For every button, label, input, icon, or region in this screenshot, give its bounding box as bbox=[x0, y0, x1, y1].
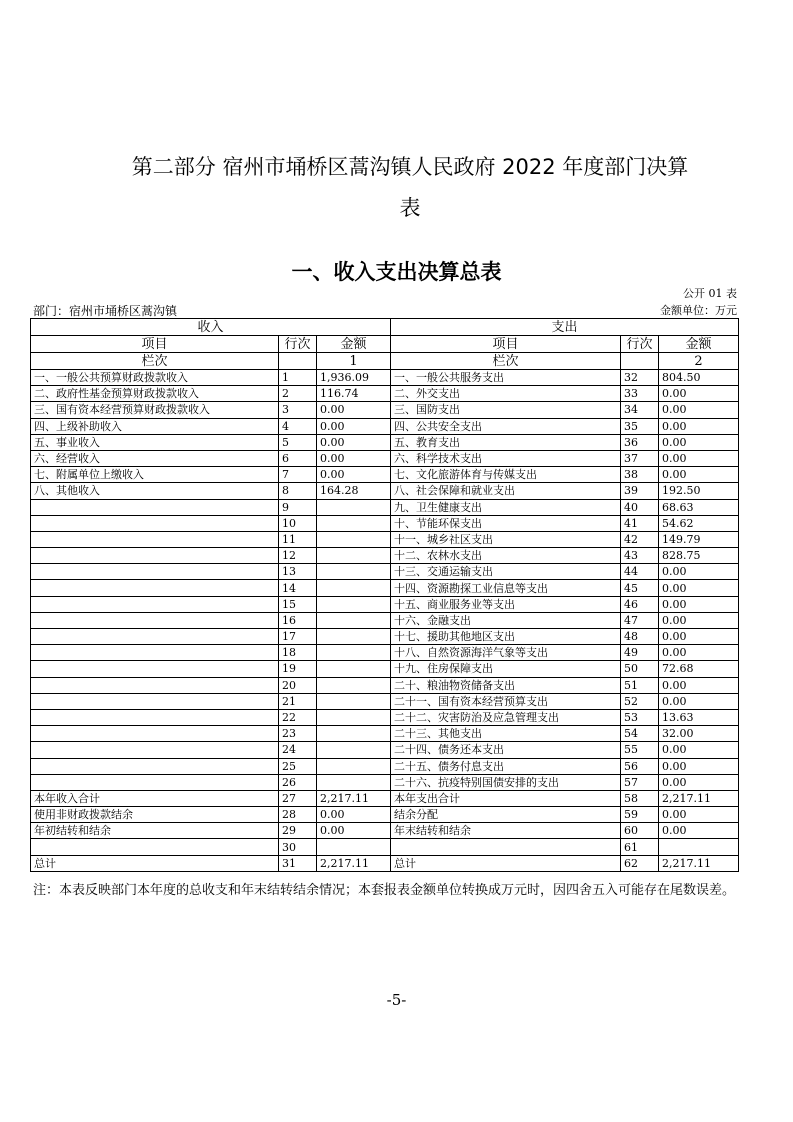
income-item-header: 项目 bbox=[31, 336, 279, 353]
expense-amount-cell: 804.50 bbox=[659, 370, 739, 386]
income-row-no-cell: 5 bbox=[279, 434, 317, 450]
income-row-no-cell: 24 bbox=[279, 742, 317, 758]
income-row-no-cell: 21 bbox=[279, 693, 317, 709]
income-amount-cell bbox=[317, 661, 391, 677]
expense-item-cell: 二十二、灾害防治及应急管理支出 bbox=[391, 709, 621, 725]
expense-row-no-header: 行次 bbox=[621, 336, 659, 353]
income-item-cell bbox=[31, 645, 279, 661]
income-item-cell bbox=[31, 531, 279, 547]
expense-row-no-cell: 59 bbox=[621, 807, 659, 823]
expense-item-cell: 八、社会保障和就业支出 bbox=[391, 483, 621, 499]
expense-row-no-cell: 60 bbox=[621, 823, 659, 839]
expense-item-cell: 六、科学技术支出 bbox=[391, 450, 621, 466]
income-item-cell: 八、其他收入 bbox=[31, 483, 279, 499]
income-item-cell: 三、国有资本经营预算财政拨款收入 bbox=[31, 402, 279, 418]
income-item-cell: 一、一般公共预算财政拨款收入 bbox=[31, 370, 279, 386]
table-row bbox=[31, 693, 739, 709]
income-amount-cell bbox=[317, 693, 391, 709]
income-amount-cell bbox=[317, 548, 391, 564]
expense-row-no-cell: 50 bbox=[621, 661, 659, 677]
table-row bbox=[31, 386, 739, 402]
table-row bbox=[31, 726, 739, 742]
expense-amount-cell: 0.00 bbox=[659, 402, 739, 418]
income-amount-cell: 0.00 bbox=[317, 450, 391, 466]
income-item-cell bbox=[31, 515, 279, 531]
expense-amount-cell: 192.50 bbox=[659, 483, 739, 499]
expense-item-cell: 二十四、债务还本支出 bbox=[391, 742, 621, 758]
income-item-cell: 年初结转和结余 bbox=[31, 823, 279, 839]
income-row-no-cell: 17 bbox=[279, 629, 317, 645]
income-item-cell bbox=[31, 742, 279, 758]
income-column-number: 1 bbox=[317, 353, 391, 370]
expense-row-no-cell: 47 bbox=[621, 612, 659, 628]
income-item-cell bbox=[31, 677, 279, 693]
expense-amount-cell: 0.00 bbox=[659, 612, 739, 628]
income-row-no-cell: 26 bbox=[279, 774, 317, 790]
income-row-no-cell: 4 bbox=[279, 418, 317, 434]
income-row-no-cell: 8 bbox=[279, 483, 317, 499]
expense-item-cell: 十、节能环保支出 bbox=[391, 515, 621, 531]
expense-item-cell: 二十三、其他支出 bbox=[391, 726, 621, 742]
income-row-no-cell: 12 bbox=[279, 548, 317, 564]
income-row-no-cell: 9 bbox=[279, 499, 317, 515]
expense-amount-cell: 72.68 bbox=[659, 661, 739, 677]
table-row bbox=[31, 580, 739, 596]
header-row-column-numbers bbox=[31, 353, 739, 370]
income-item-cell bbox=[31, 661, 279, 677]
table-row bbox=[31, 839, 739, 855]
expense-amount-cell: 828.75 bbox=[659, 548, 739, 564]
expense-amount-cell: 2,217.11 bbox=[659, 855, 739, 871]
expense-item-cell: 五、教育支出 bbox=[391, 434, 621, 450]
table-row bbox=[31, 418, 739, 434]
income-amount-cell: 0.00 bbox=[317, 418, 391, 434]
expense-row-no-cell: 58 bbox=[621, 790, 659, 806]
expense-row-no-cell: 46 bbox=[621, 596, 659, 612]
income-row-no-cell: 25 bbox=[279, 758, 317, 774]
income-amount-cell bbox=[317, 742, 391, 758]
expense-amount-header: 金额 bbox=[659, 336, 739, 353]
income-group-header: 收入 bbox=[31, 319, 391, 336]
income-item-cell bbox=[31, 612, 279, 628]
income-amount-cell bbox=[317, 709, 391, 725]
expense-row-no-cell: 37 bbox=[621, 450, 659, 466]
expense-item-cell: 三、国防支出 bbox=[391, 402, 621, 418]
expense-row-no-cell: 34 bbox=[621, 402, 659, 418]
income-item-cell: 五、事业收入 bbox=[31, 434, 279, 450]
expense-column-number: 2 bbox=[659, 353, 739, 370]
expense-amount-cell: 54.62 bbox=[659, 515, 739, 531]
expense-row-no-cell: 62 bbox=[621, 855, 659, 871]
expense-item-cell: 二十六、抗疫特别国债安排的支出 bbox=[391, 774, 621, 790]
income-row-no-cell: 29 bbox=[279, 823, 317, 839]
income-item-cell bbox=[31, 839, 279, 855]
expense-item-cell: 七、文化旅游体育与传媒支出 bbox=[391, 467, 621, 483]
income-row-no-cell: 18 bbox=[279, 645, 317, 661]
table-row bbox=[31, 742, 739, 758]
income-row-no-cell: 23 bbox=[279, 726, 317, 742]
income-amount-cell: 164.28 bbox=[317, 483, 391, 499]
expense-item-cell: 二十五、债务付息支出 bbox=[391, 758, 621, 774]
income-item-cell bbox=[31, 564, 279, 580]
expense-row-no-cell: 48 bbox=[621, 629, 659, 645]
expense-amount-cell: 0.00 bbox=[659, 580, 739, 596]
table-row bbox=[31, 402, 739, 418]
expense-item-cell: 年末结转和结余 bbox=[391, 823, 621, 839]
income-item-cell: 四、上级补助收入 bbox=[31, 418, 279, 434]
expense-row-no-cell: 44 bbox=[621, 564, 659, 580]
expense-amount-cell: 13.63 bbox=[659, 709, 739, 725]
table-row bbox=[31, 596, 739, 612]
table-row bbox=[31, 823, 739, 839]
income-amount-cell: 1,936.09 bbox=[317, 370, 391, 386]
expense-amount-cell: 0.00 bbox=[659, 807, 739, 823]
expense-row-no-cell: 55 bbox=[621, 742, 659, 758]
income-item-cell: 六、经营收入 bbox=[31, 450, 279, 466]
title-line-1: 第二部分 宿州市埇桥区蒿沟镇人民政府 2022 年度部门决算 bbox=[131, 155, 689, 179]
income-column-blank bbox=[279, 353, 317, 370]
expense-amount-cell: 0.00 bbox=[659, 693, 739, 709]
expense-amount-cell: 0.00 bbox=[659, 434, 739, 450]
expense-row-no-cell: 39 bbox=[621, 483, 659, 499]
expense-row-no-cell: 53 bbox=[621, 709, 659, 725]
expense-row-no-cell: 42 bbox=[621, 531, 659, 547]
table-row bbox=[31, 531, 739, 547]
expense-item-cell: 结余分配 bbox=[391, 807, 621, 823]
income-item-cell bbox=[31, 726, 279, 742]
income-row-no-cell: 22 bbox=[279, 709, 317, 725]
page-number: -5- bbox=[386, 991, 407, 1009]
expense-row-no-cell: 32 bbox=[621, 370, 659, 386]
income-item-cell bbox=[31, 709, 279, 725]
income-row-no-cell: 16 bbox=[279, 612, 317, 628]
income-amount-cell bbox=[317, 580, 391, 596]
expense-item-cell: 一、一般公共服务支出 bbox=[391, 370, 621, 386]
income-amount-cell: 0.00 bbox=[317, 434, 391, 450]
income-amount-cell: 116.74 bbox=[317, 386, 391, 402]
income-amount-cell bbox=[317, 758, 391, 774]
income-row-no-cell: 28 bbox=[279, 807, 317, 823]
expense-row-no-cell: 38 bbox=[621, 467, 659, 483]
income-item-cell bbox=[31, 596, 279, 612]
table-body bbox=[31, 370, 739, 872]
expense-row-no-cell: 45 bbox=[621, 580, 659, 596]
expense-row-no-cell: 57 bbox=[621, 774, 659, 790]
income-row-no-cell: 20 bbox=[279, 677, 317, 693]
expense-item-cell: 十四、资源勘探工业信息等支出 bbox=[391, 580, 621, 596]
form-code: 公开 01 表 bbox=[683, 287, 737, 300]
income-item-cell: 七、附属单位上缴收入 bbox=[31, 467, 279, 483]
income-row-no-cell: 10 bbox=[279, 515, 317, 531]
income-item-cell bbox=[31, 580, 279, 596]
income-amount-cell bbox=[317, 531, 391, 547]
expense-item-cell: 十六、金融支出 bbox=[391, 612, 621, 628]
expense-row-no-cell: 36 bbox=[621, 434, 659, 450]
expense-row-no-cell: 43 bbox=[621, 548, 659, 564]
income-row-no-cell: 30 bbox=[279, 839, 317, 855]
expense-amount-cell: 0.00 bbox=[659, 467, 739, 483]
expense-item-cell: 十二、农林水支出 bbox=[391, 548, 621, 564]
income-amount-cell: 2,217.11 bbox=[317, 790, 391, 806]
table-row bbox=[31, 807, 739, 823]
income-row-no-header: 行次 bbox=[279, 336, 317, 353]
expense-amount-cell: 68.63 bbox=[659, 499, 739, 515]
title-line-2: 表 bbox=[399, 196, 421, 220]
income-row-no-cell: 19 bbox=[279, 661, 317, 677]
income-row-no-cell: 6 bbox=[279, 450, 317, 466]
income-row-no-cell: 31 bbox=[279, 855, 317, 871]
table-row bbox=[31, 548, 739, 564]
income-item-cell bbox=[31, 758, 279, 774]
expense-amount-cell: 0.00 bbox=[659, 742, 739, 758]
expense-item-cell: 二十一、国有资本经营预算支出 bbox=[391, 693, 621, 709]
income-item-cell: 总计 bbox=[31, 855, 279, 871]
income-amount-cell bbox=[317, 612, 391, 628]
income-amount-cell bbox=[317, 499, 391, 515]
expense-item-cell: 二、外交支出 bbox=[391, 386, 621, 402]
income-amount-cell: 0.00 bbox=[317, 467, 391, 483]
expense-row-no-cell: 56 bbox=[621, 758, 659, 774]
table-row bbox=[31, 855, 739, 871]
expense-row-no-cell: 40 bbox=[621, 499, 659, 515]
expense-amount-cell: 0.00 bbox=[659, 774, 739, 790]
expense-amount-cell: 0.00 bbox=[659, 596, 739, 612]
income-amount-cell: 0.00 bbox=[317, 823, 391, 839]
income-row-no-cell: 1 bbox=[279, 370, 317, 386]
table-row bbox=[31, 629, 739, 645]
income-amount-cell bbox=[317, 839, 391, 855]
footnote: 注：本表反映部门本年度的总收支和年末结转结余情况；本套报表金额单位转换成万元时，因四舍五入可能存在尾数误差。 bbox=[33, 883, 736, 898]
income-row-no-cell: 11 bbox=[279, 531, 317, 547]
income-amount-cell bbox=[317, 629, 391, 645]
table-row bbox=[31, 758, 739, 774]
income-expense-table bbox=[30, 318, 739, 872]
expense-item-cell: 十一、城乡社区支出 bbox=[391, 531, 621, 547]
income-amount-cell bbox=[317, 645, 391, 661]
expense-item-cell: 十八、自然资源海洋气象等支出 bbox=[391, 645, 621, 661]
income-amount-cell bbox=[317, 774, 391, 790]
expense-item-cell: 十三、交通运输支出 bbox=[391, 564, 621, 580]
expense-row-no-cell: 33 bbox=[621, 386, 659, 402]
table-row bbox=[31, 709, 739, 725]
expense-amount-cell: 0.00 bbox=[659, 645, 739, 661]
expense-group-header: 支出 bbox=[391, 319, 739, 336]
expense-row-no-cell: 35 bbox=[621, 418, 659, 434]
table-row bbox=[31, 434, 739, 450]
expense-amount-cell: 0.00 bbox=[659, 758, 739, 774]
income-item-cell bbox=[31, 774, 279, 790]
expense-amount-cell: 0.00 bbox=[659, 629, 739, 645]
table-row bbox=[31, 677, 739, 693]
expense-amount-cell: 149.79 bbox=[659, 531, 739, 547]
income-row-no-cell: 3 bbox=[279, 402, 317, 418]
income-amount-cell: 2,217.11 bbox=[317, 855, 391, 871]
expense-amount-cell: 0.00 bbox=[659, 418, 739, 434]
table-row bbox=[31, 645, 739, 661]
department-label: 部门：宿州市埇桥区蒿沟镇 bbox=[33, 304, 178, 318]
table-row bbox=[31, 774, 739, 790]
income-row-no-cell: 14 bbox=[279, 580, 317, 596]
income-amount-cell bbox=[317, 564, 391, 580]
expense-item-cell: 总计 bbox=[391, 855, 621, 871]
income-amount-cell bbox=[317, 677, 391, 693]
expense-amount-cell: 0.00 bbox=[659, 677, 739, 693]
expense-amount-cell: 32.00 bbox=[659, 726, 739, 742]
expense-amount-cell bbox=[659, 839, 739, 855]
header-row-columns bbox=[31, 336, 739, 353]
table-row bbox=[31, 790, 739, 806]
expense-row-no-cell: 61 bbox=[621, 839, 659, 855]
income-item-cell: 本年收入合计 bbox=[31, 790, 279, 806]
table-row bbox=[31, 483, 739, 499]
expense-amount-cell: 0.00 bbox=[659, 823, 739, 839]
expense-row-no-cell: 41 bbox=[621, 515, 659, 531]
income-item-cell bbox=[31, 548, 279, 564]
section-title: 一、收入支出决算总表 bbox=[291, 260, 502, 284]
income-item-cell bbox=[31, 499, 279, 515]
income-row-no-cell: 27 bbox=[279, 790, 317, 806]
expense-column-blank bbox=[621, 353, 659, 370]
expense-row-no-cell: 51 bbox=[621, 677, 659, 693]
expense-row-no-cell: 49 bbox=[621, 645, 659, 661]
income-item-cell: 使用非财政拨款结余 bbox=[31, 807, 279, 823]
income-row-no-cell: 13 bbox=[279, 564, 317, 580]
income-column-label: 栏次 bbox=[31, 353, 279, 370]
income-item-cell bbox=[31, 693, 279, 709]
table-row bbox=[31, 467, 739, 483]
table-row bbox=[31, 661, 739, 677]
income-row-no-cell: 7 bbox=[279, 467, 317, 483]
income-amount-cell bbox=[317, 726, 391, 742]
expense-item-cell: 本年支出合计 bbox=[391, 790, 621, 806]
table-row bbox=[31, 499, 739, 515]
income-amount-cell: 0.00 bbox=[317, 807, 391, 823]
document-title bbox=[110, 147, 710, 229]
expense-item-cell: 四、公共安全支出 bbox=[391, 418, 621, 434]
table-row bbox=[31, 564, 739, 580]
table-row bbox=[31, 450, 739, 466]
income-amount-cell: 0.00 bbox=[317, 402, 391, 418]
income-item-cell: 二、政府性基金预算财政拨款收入 bbox=[31, 386, 279, 402]
expense-item-cell: 十七、援助其他地区支出 bbox=[391, 629, 621, 645]
expense-item-cell: 十五、商业服务业等支出 bbox=[391, 596, 621, 612]
expense-row-no-cell: 52 bbox=[621, 693, 659, 709]
expense-amount-cell: 2,217.11 bbox=[659, 790, 739, 806]
expense-item-cell: 十九、住房保障支出 bbox=[391, 661, 621, 677]
header-row-groups bbox=[31, 319, 739, 336]
expense-amount-cell: 0.00 bbox=[659, 386, 739, 402]
expense-amount-cell: 0.00 bbox=[659, 564, 739, 580]
table-row bbox=[31, 515, 739, 531]
income-row-no-cell: 15 bbox=[279, 596, 317, 612]
expense-row-no-cell: 54 bbox=[621, 726, 659, 742]
expense-column-label: 栏次 bbox=[391, 353, 621, 370]
expense-item-cell: 二十、粮油物资储备支出 bbox=[391, 677, 621, 693]
expense-item-cell: 九、卫生健康支出 bbox=[391, 499, 621, 515]
income-amount-cell bbox=[317, 596, 391, 612]
table-row bbox=[31, 370, 739, 386]
expense-item-cell bbox=[391, 839, 621, 855]
expense-item-header: 项目 bbox=[391, 336, 621, 353]
income-item-cell bbox=[31, 629, 279, 645]
income-amount-header: 金额 bbox=[317, 336, 391, 353]
unit-label: 金额单位：万元 bbox=[660, 304, 737, 317]
table-row bbox=[31, 612, 739, 628]
income-amount-cell bbox=[317, 515, 391, 531]
expense-amount-cell: 0.00 bbox=[659, 450, 739, 466]
income-row-no-cell: 2 bbox=[279, 386, 317, 402]
